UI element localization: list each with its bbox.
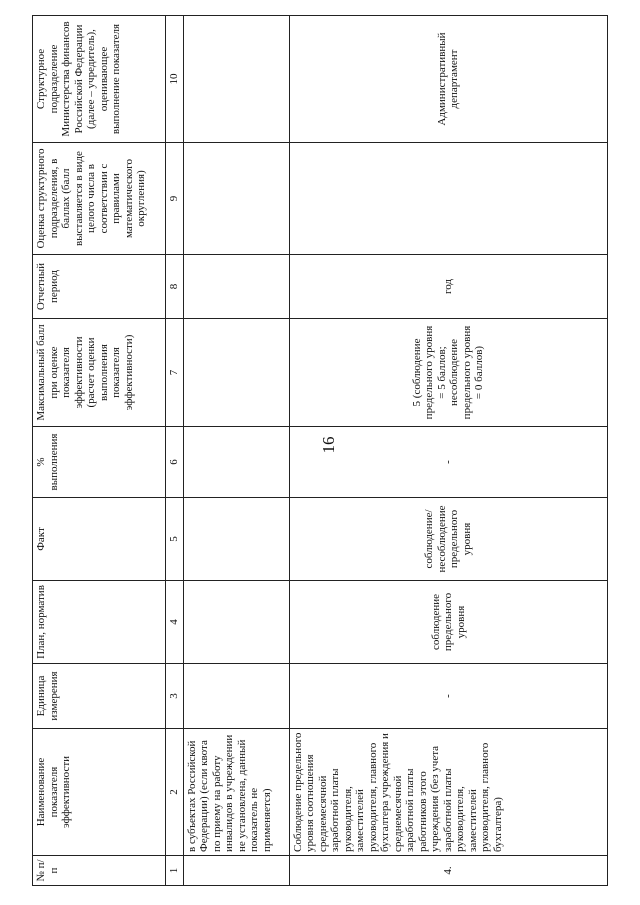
col-number: 7 [166,319,184,427]
col-number: 4 [166,581,184,664]
col-number: 3 [166,664,184,729]
continuation-row [183,16,289,886]
column-number-row [166,16,184,886]
max-score-value: 5 (соблюдение предельного уровня = 5 баллов; несоблюдение предельного уровня = 0 баллов) [289,319,608,427]
rotated-table-container [32,16,608,886]
cell-empty [183,143,289,255]
col-number: 6 [166,427,184,498]
header-indicator-name: Наименование показателя эффективности [33,729,166,856]
header-plan: План, норматив [33,581,166,664]
plan-value: соблюдение предельного уровня [289,581,608,664]
header-num: № п/п [33,856,166,886]
cell-empty [183,319,289,427]
header-percent: % выполнения [33,427,166,498]
col-number: 9 [166,143,184,255]
header-unit: Единица измерения [33,664,166,729]
col-number: 1 [166,856,184,886]
continuation-indicator-name: в субъектах Российской Федерации) (если квота по приему на работу инвалидов в учреждении не установлена, данный показатель не применяется) [183,729,289,856]
col-number: 5 [166,498,184,581]
header-department: Структурное подразделение Министерства финансов Российской Федерации (далее – учредитель), оценивающее выполнение показателя [33,16,166,143]
cell-empty [183,498,289,581]
period-value: год [289,255,608,319]
col-number: 10 [166,16,184,143]
unit-value: - [289,664,608,729]
header-row [33,16,166,886]
header-fact: Факт [33,498,166,581]
cell-empty [183,856,289,886]
fact-value: соблюдение/ несоблюдение предельного уровня [289,498,608,581]
header-max-score: Максимальный балл при оценке показателя эффективности (расчет оценки выполнения показателя эффективности) [33,319,166,427]
cell-empty [183,255,289,319]
efficiency-indicators-table [32,15,608,886]
percent-value: - [289,427,608,498]
department-value: Административный департамент [289,16,608,143]
col-number: 8 [166,255,184,319]
cell-empty [183,427,289,498]
header-score: Оценка структурного подразделения, в баллах (балл выставляется в виде целого числа в соответствии с правилами математического округления) [33,143,166,255]
indicator-name: Соблюдение предельного уровня соотношения среднемесячной заработной платы руководителя, заместителей руководителя, главного бухгалтера учреждения и среднемесячной заработной платы работников этого учреждения (без учета заработной платы руководителя, заместителей руководителя, главного бухгалтера) [289,729,608,856]
cell-empty [183,581,289,664]
cell-empty [183,16,289,143]
page-number: 16 [319,436,338,454]
row-number: 4. [289,856,608,886]
table-row-4 [289,16,608,886]
header-period: Отчетный период [33,255,166,319]
cell-empty [183,664,289,729]
score-value [289,143,608,255]
col-number: 2 [166,729,184,856]
